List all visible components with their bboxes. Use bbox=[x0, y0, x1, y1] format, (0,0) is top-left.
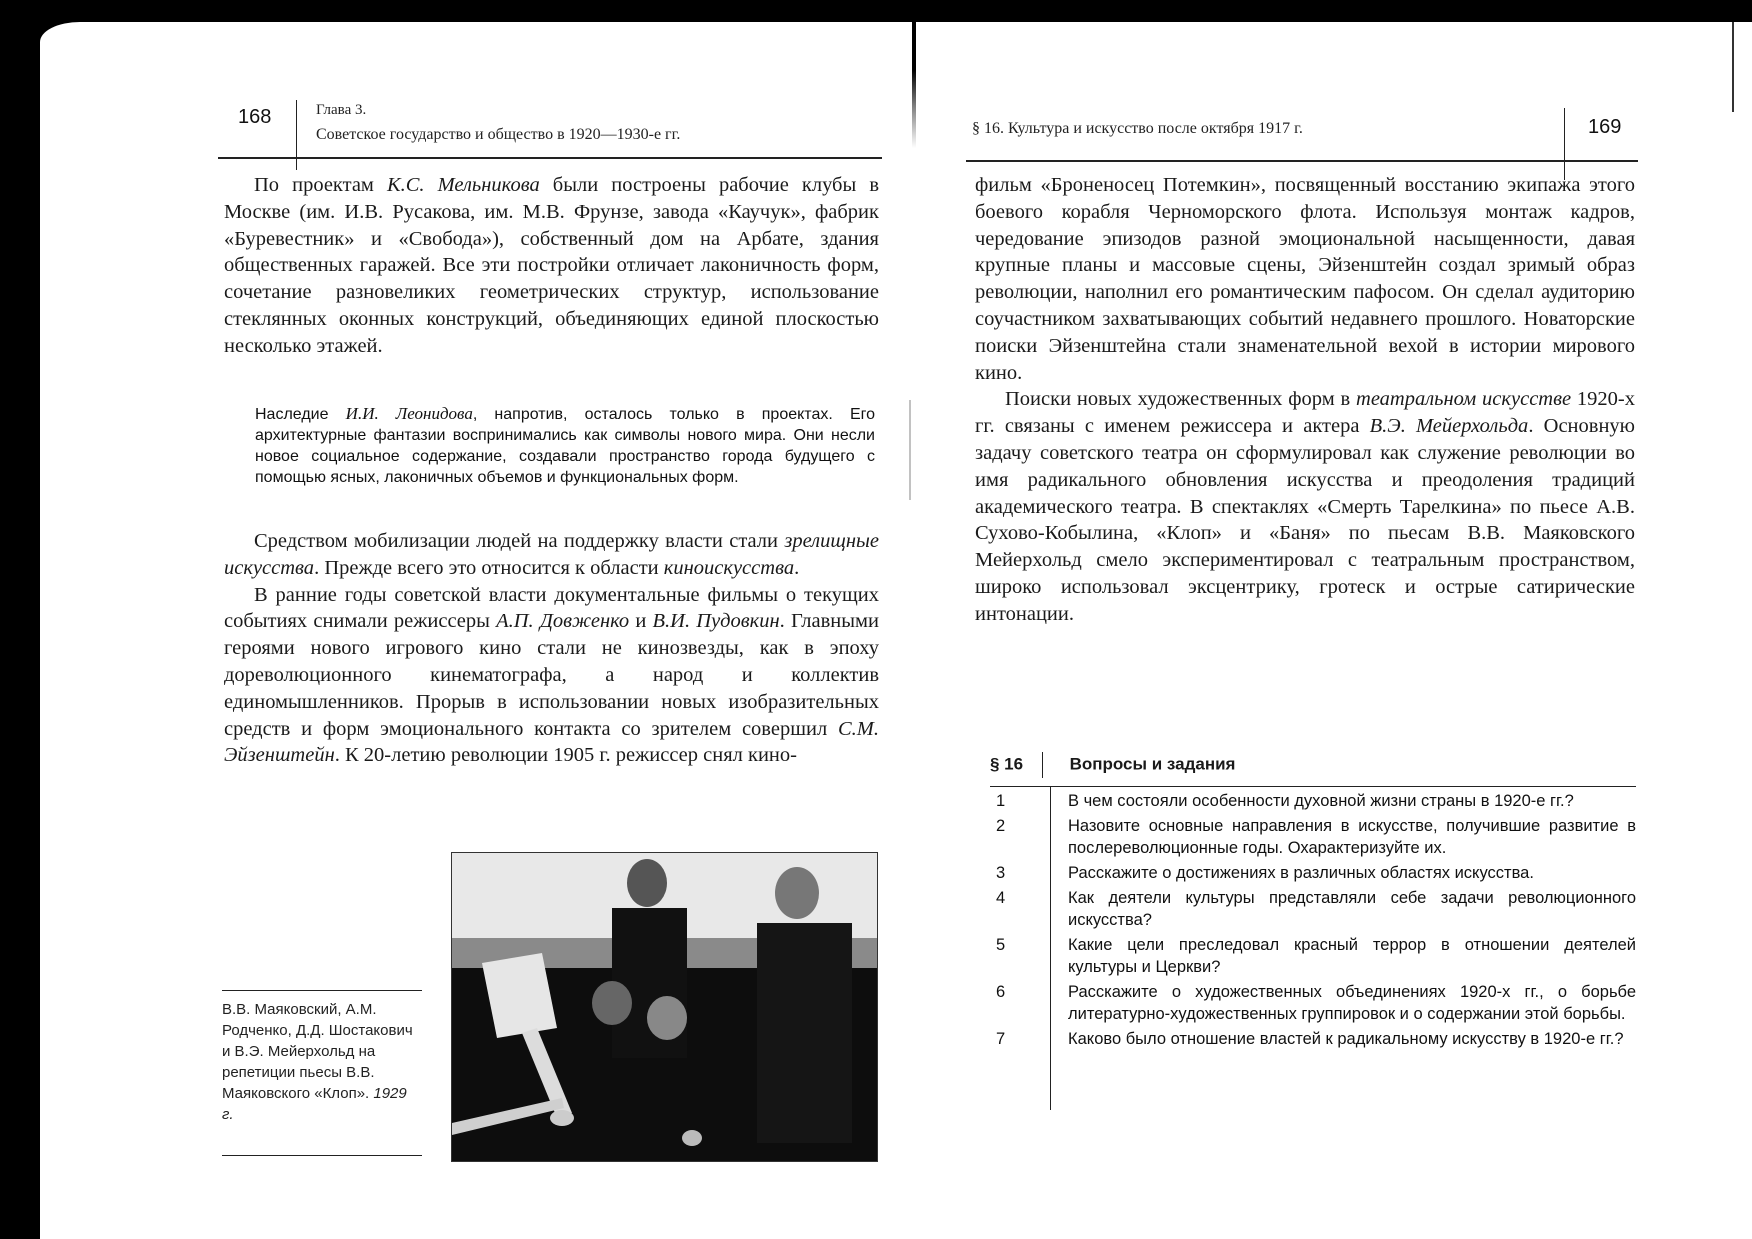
paragraph: В ранние годы советской власти документальные фильмы о текущих событиях снимали режиссеры А.П. Довженко и В.И. Пудовкин. Главными героями нового игрового кино стали не кинозвезды, как в эпоху дореволюционного кинематографа, а народ и коллектив единомышленников. Прорыв в использовании новых изобразительных средств и форм эмоционального контакта со зрителем совершил С.М. Эйзенштейн. К 20-летию революции 1905 г. режиссер снял кино- bbox=[224, 583, 879, 767]
question-number: 3 bbox=[996, 864, 1006, 882]
section-label: § 16 bbox=[990, 754, 1024, 774]
question-number: 7 bbox=[996, 1030, 1006, 1048]
right-column bbox=[975, 172, 1635, 628]
left-column-bottom bbox=[224, 528, 879, 769]
person-name: И.И. Леонидова bbox=[345, 404, 473, 423]
questions-title: Вопросы и задания bbox=[1069, 754, 1236, 774]
question-item bbox=[990, 862, 1636, 884]
person-name: К.С. Мельникова bbox=[386, 174, 540, 196]
chapter-title: Советское государство и общество в 1920—1930-е гг. bbox=[316, 126, 681, 143]
question-number: 1 bbox=[996, 792, 1006, 810]
page-number-right: 169 bbox=[1588, 116, 1622, 138]
left-column-top bbox=[224, 172, 879, 360]
question-item bbox=[990, 934, 1636, 978]
question-text: В чем состояли особенности духовной жизни страны в 1920-е гг.? bbox=[1068, 792, 1574, 810]
header-rule-left bbox=[218, 157, 882, 159]
question-item bbox=[990, 887, 1636, 931]
historical-photo bbox=[451, 852, 878, 1162]
page-edge bbox=[1732, 22, 1734, 112]
question-number: 6 bbox=[996, 983, 1006, 1001]
chapter-label: Глава 3. bbox=[316, 102, 367, 118]
question-item bbox=[990, 790, 1636, 812]
question-text: Расскажите о достижениях в различных областях искусства. bbox=[1068, 864, 1534, 882]
caption-rule-top bbox=[222, 990, 422, 991]
book-spine-shadow bbox=[912, 18, 916, 148]
header-divider-right bbox=[1564, 108, 1565, 180]
header-rule-right bbox=[966, 160, 1638, 162]
paragraph: фильм «Броненосец Потемкин», посвященный восстанию экипажа этого боевого корабля Черноморского флота. Используя монтаж кадров, чередование эпизодов разной эмоциональной насыщенности, давая крупные планы и массовые сцены, Эйзенштейн создал зримый образ революции, наполнил его романтическим пафосом. Он сделал аудиторию соучастником захватывающих событий недавнего прошлого. Новаторские поиски Эйзенштейна стали знаменательной вехой в истории мирового кино. bbox=[975, 174, 1635, 384]
questions-header bbox=[990, 752, 1235, 778]
question-text: Каково было отношение властей к радикальному искусству в 1920-е гг.? bbox=[1068, 1030, 1624, 1048]
header-divider-left bbox=[296, 100, 297, 170]
question-number: 4 bbox=[996, 889, 1006, 907]
questions-list bbox=[990, 790, 1636, 1053]
paragraph: Поиски новых художественных форм в театральном искусстве 1920-х гг. связаны с именем режиссера и актера В.Э. Мейерхольда. Основную задачу советского театра он сформулировал как служение революции во имя радикального обновления искусства и преодоления традиций академического театра. В спектаклях «Смерть Тарелкина» по пьесе А.В. Сухово-Кобылина, «Клоп» и «Баня» по пьесам В.В. Маяковского Мейерхольд смело экспериментировал с театральным пространством, широко использовал эксцентрику, гротеск и острые сатирические интонации. bbox=[975, 388, 1636, 625]
inset-note: Наследие И.И. Леонидова, напротив, осталось только в проектах. Его архитектурные фантазии воспринимались как символы нового мира. Они несли новое социальное содержание, создавали пространство города будущего с помощью ясных, лаконичных объемов и функциональных форм. bbox=[255, 404, 876, 486]
book-spine-shadow-lower bbox=[909, 400, 911, 500]
question-text: Назовите основные направления в искусстве, получившие развитие в послереволюционные годы. Охарактеризуйте их. bbox=[1068, 817, 1636, 857]
questions-header-divider bbox=[1042, 752, 1043, 778]
paragraph: Средством мобилизации людей на поддержку власти стали зрелищные искусства. Прежде всего это относится к области киноискусства. bbox=[224, 530, 879, 579]
scan-top-border bbox=[0, 0, 1752, 22]
caption-rule-bottom bbox=[222, 1155, 422, 1156]
questions-rule bbox=[990, 786, 1636, 787]
question-item bbox=[990, 1028, 1636, 1050]
question-text: Как деятели культуры представляли себе задачи революционного искусства? bbox=[1068, 889, 1636, 929]
question-text: Какие цели преследовал красный террор в отношении деятелей культуры и Церкви? bbox=[1068, 936, 1636, 976]
question-item bbox=[990, 981, 1636, 1025]
page-number-left: 168 bbox=[238, 106, 272, 128]
question-item bbox=[990, 815, 1636, 859]
scan-left-border bbox=[0, 0, 40, 1239]
paragraph: По проектам К.С. Мельникова были построены рабочие клубы в Москве (им. И.В. Русакова, им. М.В. Фрунзе, завода «Каучук», фабрик «Буревестник» и «Свобода»), собственный дом на Арбате, здания общественных гаражей. Все эти постройки отличает лаконичность форм, сочетание разновеликих геометрических структур, использование стеклянных оконных конструкций, объединяющих единой плоскостью несколько этажей. bbox=[224, 174, 879, 357]
question-number: 5 bbox=[996, 936, 1006, 954]
section-title: § 16. Культура и искусство после октября 1917 г. bbox=[972, 120, 1303, 137]
question-text: Расскажите о художественных объединениях 1920-х гг., о борьбе литературно-художественных группировок и о содержании этой борьбы. bbox=[1068, 983, 1636, 1023]
figure-caption: В.В. Маяковский, А.М. Родченко, Д.Д. Шостакович и В.Э. Мейерхольд на репетиции пьесы В.В. Маяковского «Клоп». 1929 г. bbox=[222, 1001, 413, 1123]
question-number: 2 bbox=[996, 817, 1006, 835]
photo-illustration bbox=[452, 853, 877, 1161]
